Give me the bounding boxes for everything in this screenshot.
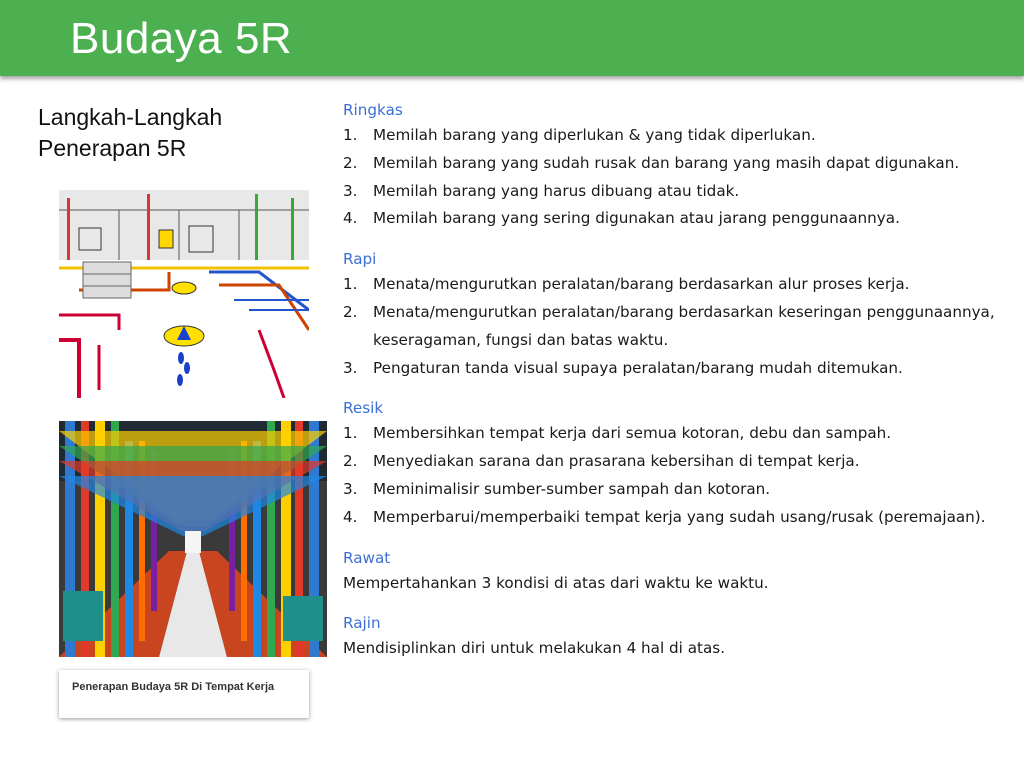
section-text: Mendisiplinkan diri untuk melakukan 4 hal di atas.	[343, 639, 726, 658]
list-item	[343, 205, 1013, 233]
item-number: 3.	[343, 479, 358, 498]
section-title: Ringkas	[343, 101, 403, 119]
list-item	[343, 355, 1013, 383]
list-item	[343, 504, 1013, 532]
pipes-corridor-image	[59, 421, 327, 657]
item-number: 4.	[343, 209, 358, 228]
left-heading	[38, 102, 318, 164]
item-text: Pengaturan tanda visual supaya peralatan/barang mudah ditemukan.	[373, 358, 903, 377]
list-item	[343, 448, 1013, 476]
item-text: Menata/mengurutkan peralatan/barang berdasarkan alur proses kerja.	[373, 275, 910, 294]
list-item	[343, 420, 1013, 448]
item-text: Memilah barang yang sudah rusak dan barang yang masih dapat digunakan.	[373, 153, 960, 172]
item-text: Menyediakan sarana dan prasarana kebersihan di tempat kerja.	[373, 452, 860, 471]
section-rajin	[343, 611, 1013, 663]
section-title: Rapi	[343, 250, 377, 269]
section-ringkas	[343, 98, 1013, 233]
item-number: 2.	[343, 302, 358, 321]
item-number: 1.	[343, 126, 358, 144]
list-item	[343, 150, 1013, 178]
section-rapi	[343, 247, 1013, 382]
floor-marking-image	[59, 190, 309, 398]
item-text: Memperbarui/memperbaiki tempat kerja yang sudah usang/rusak (peremajaan).	[373, 507, 986, 526]
item-number: 3.	[343, 358, 358, 377]
image-caption-box	[59, 670, 309, 718]
section-text: Mempertahankan 3 kondisi di atas dari waktu ke waktu.	[343, 573, 769, 592]
item-number: 3.	[343, 181, 358, 200]
section-resik	[343, 396, 1013, 531]
item-text: Memilah barang yang sering digunakan atau jarang penggunaannya.	[373, 209, 900, 228]
item-number: 2.	[343, 452, 358, 471]
item-text: Meminimalisir sumber-sumber sampah dan kotoran.	[373, 479, 771, 498]
list-item	[343, 299, 1013, 355]
list-item	[343, 122, 1013, 150]
page-title: Budaya 5R	[70, 14, 293, 63]
section-title: Rajin	[343, 614, 381, 633]
section-title: Resik	[343, 399, 384, 418]
section-rawat	[343, 546, 1013, 598]
image-caption: Penerapan Budaya 5R Di Tempat Kerja	[72, 681, 275, 693]
item-number: 1.	[343, 275, 358, 294]
heading-line-2: Penerapan 5R	[38, 135, 187, 161]
item-number: 4.	[343, 507, 358, 526]
header-bar	[0, 0, 1024, 76]
heading-line-1: Langkah-Langkah	[38, 104, 223, 130]
item-text: Menata/mengurutkan peralatan/barang berdasarkan keseringan penggunaannya, keseragaman, fungsi dan batas waktu.	[373, 302, 995, 349]
section-title: Rawat	[343, 548, 391, 567]
content-panel	[343, 98, 1013, 677]
list-item	[343, 271, 1013, 299]
item-number: 2.	[343, 153, 358, 172]
list-item	[343, 476, 1013, 504]
list-item	[343, 178, 1013, 206]
item-text: Membersihkan tempat kerja dari semua kotoran, debu dan sampah.	[373, 424, 892, 443]
item-text: Memilah barang yang harus dibuang atau tidak.	[373, 181, 740, 200]
item-number: 1.	[343, 424, 358, 443]
item-text: Memilah barang yang diperlukan & yang tidak diperlukan.	[373, 126, 816, 144]
